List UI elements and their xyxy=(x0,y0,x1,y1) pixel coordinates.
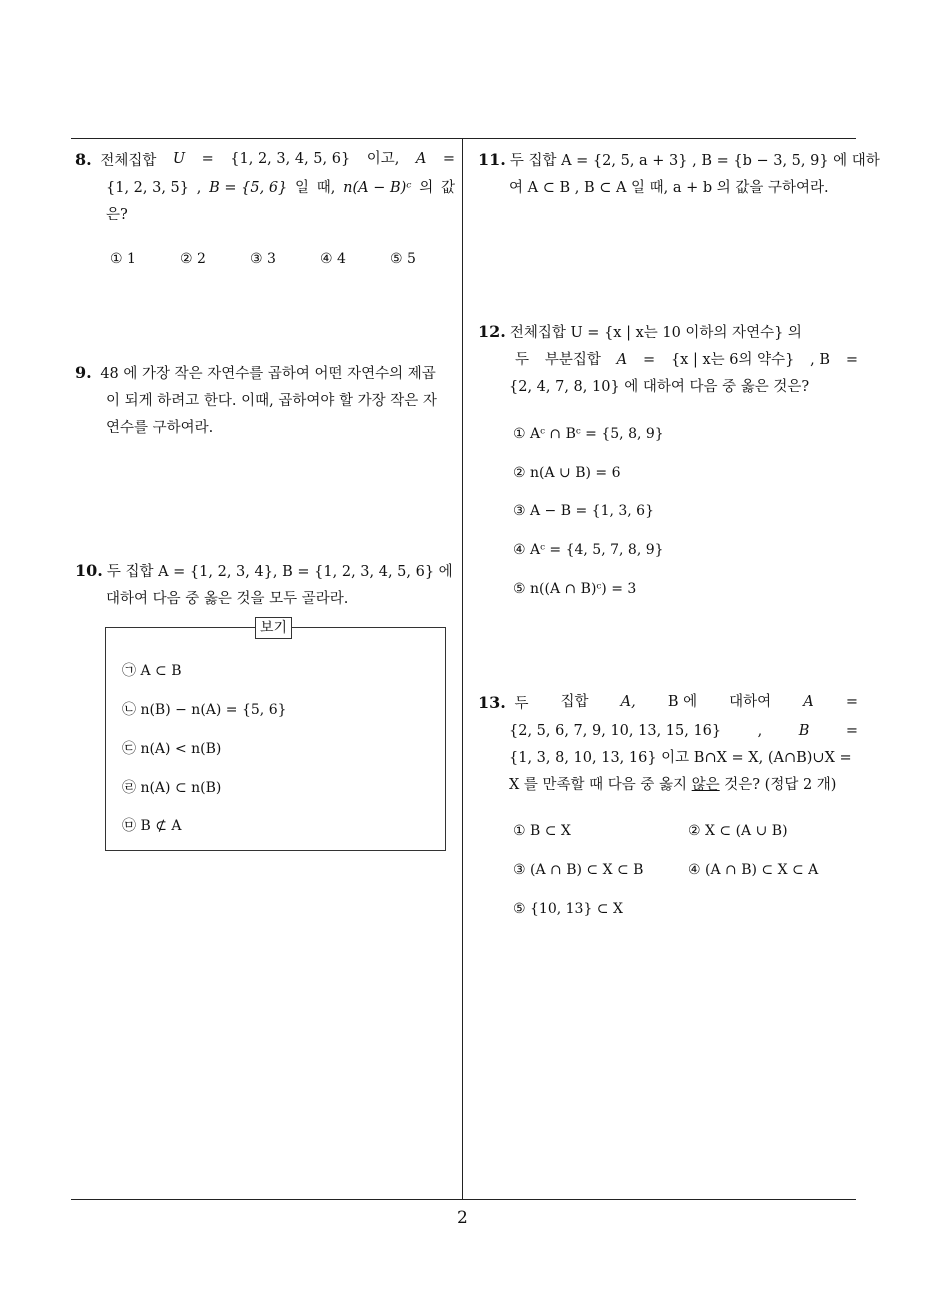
column-divider xyxy=(462,139,463,1200)
question-number: 10. xyxy=(75,561,103,580)
question-9-line-1: 9. 48 에 가장 작은 자연수를 곱하여 어떤 자연수의 제곱 xyxy=(75,363,436,382)
question-10 xyxy=(75,557,460,613)
question-number: 8. xyxy=(75,150,92,169)
top-rule xyxy=(71,138,856,139)
bogi-item-2: ㉡ n(B) − n(A) = {5, 6} xyxy=(122,702,287,718)
choice-5[interactable]: ⑤ 5 xyxy=(390,251,416,267)
question-8-line-1: 8. 전체집합 U = {1, 2, 3, 4, 5, 6} 이고, A = xyxy=(75,150,455,169)
question-13-line-1: 13. 두 집합 A, B 에 대하여 A = xyxy=(478,693,858,712)
question-8-choices xyxy=(110,251,460,267)
question-8-line-3: 은? xyxy=(106,207,128,223)
question-number: 12. xyxy=(478,322,506,341)
bogi-item-3: ㉢ n(A) < n(B) xyxy=(122,741,222,757)
question-11 xyxy=(478,146,880,202)
choice-1[interactable]: ① 1 xyxy=(110,251,136,267)
question-12-line-1: 12. 전체집합 U = {x | x는 10 이하의 자연수} 의 xyxy=(478,322,802,341)
question-11-line-1: 11. 두 집합 A = {2, 5, a + 3} , B = {b − 3, 5, 9} 에 대하 xyxy=(478,150,880,169)
bottom-rule xyxy=(71,1199,856,1200)
choice-4[interactable]: ④ 4 xyxy=(320,251,346,267)
question-11-line-2: 여 A ⊂ B , B ⊂ A 일 때, a + b 의 값을 구하여라. xyxy=(509,180,829,196)
bogi-item-4: ㉣ n(A) ⊂ n(B) xyxy=(122,780,222,796)
question-number: 9. xyxy=(75,363,92,382)
question-9-line-2: 이 되게 하려고 한다. 이때, 곱하여야 할 가장 작은 자 xyxy=(106,393,437,409)
question-number: 13. xyxy=(478,693,506,712)
bogi-item-5: ㉤ B ⊄ A xyxy=(122,818,182,834)
q12-choice-1[interactable]: ① Aᶜ ∩ Bᶜ = {5, 8, 9} xyxy=(513,426,664,442)
question-10-line-1: 10. 두 집합 A = {1, 2, 3, 4}, B = {1, 2, 3, 4, 5, 6} 에 xyxy=(75,561,453,580)
question-9 xyxy=(75,359,460,442)
question-8 xyxy=(75,146,455,229)
question-number: 11. xyxy=(478,150,506,169)
question-13 xyxy=(478,689,858,799)
question-13-line-4: X 를 만족할 때 다음 중 옳지 않은 것은? (정답 2 개) xyxy=(509,777,837,793)
question-12-line-2: 두 부분집합 A = {x | x는 6의 약수} , B = xyxy=(515,352,858,368)
choice-2[interactable]: ② 2 xyxy=(180,251,206,267)
page-number: 2 xyxy=(457,1208,468,1228)
question-10-line-2: 대하여 다음 중 옳은 것을 모두 골라라. xyxy=(106,591,349,607)
q12-choice-5[interactable]: ⑤ n((A ∩ B)ᶜ) = 3 xyxy=(513,581,637,597)
question-9-line-3: 연수를 구하여라. xyxy=(106,420,214,436)
q12-choice-3[interactable]: ③ A − B = {1, 3, 6} xyxy=(513,503,654,519)
q12-choice-4[interactable]: ④ Aᶜ = {4, 5, 7, 8, 9} xyxy=(513,542,664,558)
q13-choice-1[interactable]: ① B ⊂ X xyxy=(513,823,571,839)
underlined-word: 않은 xyxy=(691,777,720,793)
question-8-line-2: {1, 2, 3, 5} , B = {5, 6} 일 때, n(A − B)ᶜ 의 값 xyxy=(106,180,455,196)
q12-choice-2[interactable]: ② n(A ∪ B) = 6 xyxy=(513,465,621,481)
question-13-line-3: {1, 3, 8, 10, 13, 16} 이고 B∩X = X, (A∩B)∪X = xyxy=(509,750,852,766)
question-12 xyxy=(478,318,858,401)
q13-choice-4[interactable]: ④ (A ∩ B) ⊂ X ⊂ A xyxy=(688,862,819,878)
choice-3[interactable]: ③ 3 xyxy=(250,251,276,267)
q13-choice-2[interactable]: ② X ⊂ (A ∪ B) xyxy=(688,823,788,839)
bogi-item-1: ㉠ A ⊂ B xyxy=(122,663,182,679)
bogi-box-title: 보기 xyxy=(255,617,292,639)
q13-choice-3[interactable]: ③ (A ∩ B) ⊂ X ⊂ B xyxy=(513,862,644,878)
question-13-line-2: {2, 5, 6, 7, 9, 10, 13, 15, 16} , B = xyxy=(509,723,858,739)
q13-choice-5[interactable]: ⑤ {10, 13} ⊂ X xyxy=(513,901,623,917)
question-12-line-3: {2, 4, 7, 8, 10} 에 대하여 다음 중 옳은 것은? xyxy=(509,379,810,395)
